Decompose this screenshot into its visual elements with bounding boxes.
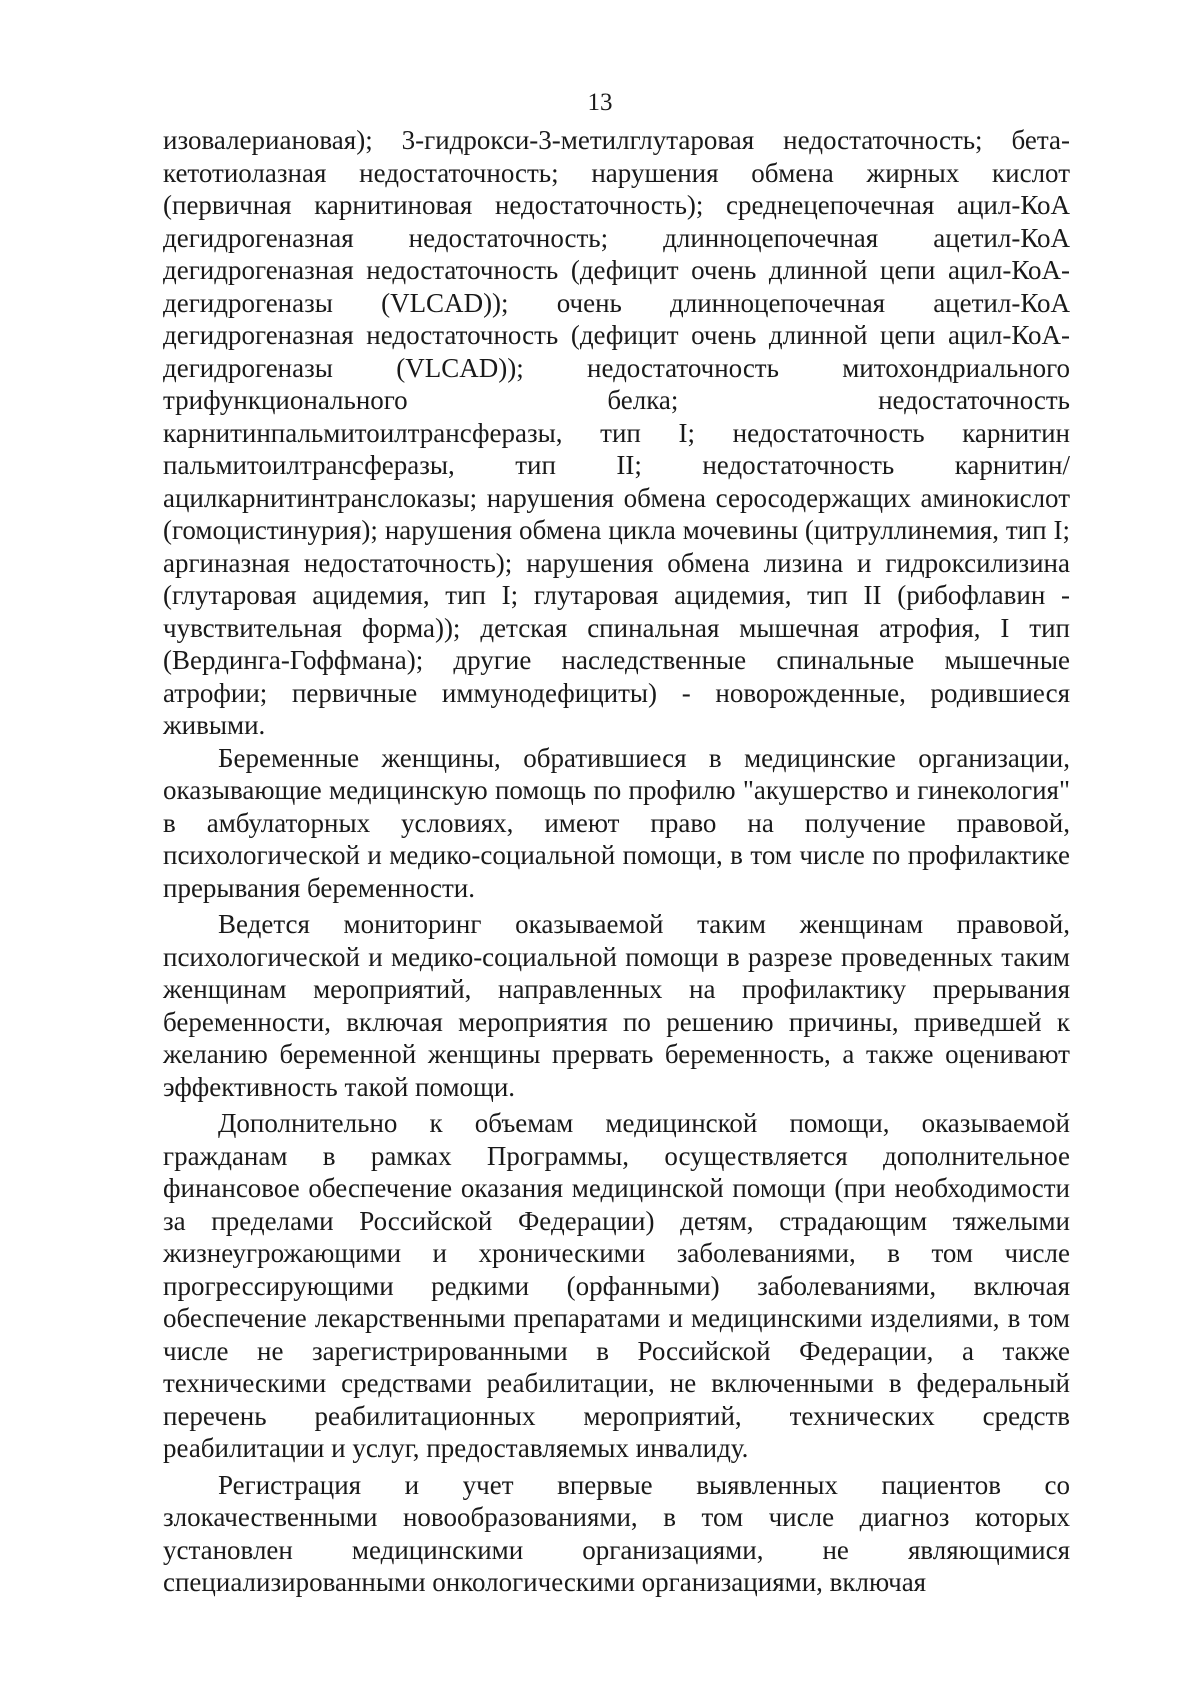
paragraph-monitoring: Ведется мониторинг оказываемой таким женщинам правовой, психологической и медико-социальной помощи в разрезе проведенных таким женщинам мероприятий, направленных на профилактику прерывания беременности, включая мероприятия по решению причины, приведшей к желанию беременной женщины прервать беременность, а также оценивают эффективность такой помощи. (163, 909, 1070, 1102)
paragraph-screening-conditions: изовалериановая); 3-гидрокси-3-метилглутаровая недостаточность; бета-кетотиолазная недостаточность; нарушения обмена жирных кислот (первичная карнитиновая недостаточность); среднецепочечная ацил-КоА дегидрогеназная недостаточность; длинноцепочечная ацетил-КоА дегидрогеназная недостаточность (дефицит очень длинной цепи ацил-КоА-дегидрогеназы (VLCAD)); очень длинноцепочечная ацетил-КоА дегидрогеназная недостаточность (дефицит очень длинной цепи ацил-КоА-дегидрогеназы (VLCAD)); недостаточность митохондриального трифункционального белка; недостаточность карнитинпальмитоилтрансферазы, тип I; недостаточность карнитин пальмитоилтрансферазы, тип II; недостаточность карнитин/ ацилкарнитинтранслоказы; нарушения обмена серосодержащих аминокислот (гомоцистинурия); нарушения обмена цикла мочевины (цитруллинемия, тип I; аргиназная недостаточность); нарушения обмена лизина и гидроксилизина (глутаровая ацидемия, тип I; глутаровая ацидемия, тип II (рибофлавин - чувствительная форма)); детская спинальная мышечная атрофия, I тип (Вердинга-Гоффмана); другие наследственные спинальные мышечные атрофии; первичные иммунодефициты) - новорожденные, родившиеся живыми. (163, 125, 1070, 740)
paragraph-pregnant-women-rights: Беременные женщины, обратившиеся в медицинские организации, оказывающие медицинскую помощь по профилю "акушерство и гинекология" в амбулаторных условиях, имеют право на получение правовой, психологической и медико-социальной помощи, в том числе по профилактике прерывания беременности. (163, 742, 1070, 903)
paragraph-oncology-registration: Регистрация и учет впервые выявленных пациентов со злокачественными новообразованиями, в том числе диагноз которых установлен медицинскими организациями, не являющимися специализированными онкологическими организациями, включая (163, 1469, 1070, 1597)
document-body (163, 124, 1070, 1599)
paragraph-additional-financing: Дополнительно к объемам медицинской помощи, оказываемой гражданам в рамках Программы, осуществляется дополнительное финансовое обеспечение оказания медицинской помощи (при необходимости за пределами Российской Федерации) детям, страдающим тяжелыми жизнеугрожающими и хроническими заболеваниями, в том числе прогрессирующими редкими (орфанными) заболеваниями, включая обеспечение лекарственными препаратами и медицинскими изделиями, в том числе не зарегистрированными в Российской Федерации, а также техническими средствами реабилитации, не включенными в федеральный перечень реабилитационных мероприятий, технических средств реабилитации и услуг, предоставляемых инвалиду. (163, 1108, 1070, 1463)
page-number: 13 (587, 89, 613, 116)
